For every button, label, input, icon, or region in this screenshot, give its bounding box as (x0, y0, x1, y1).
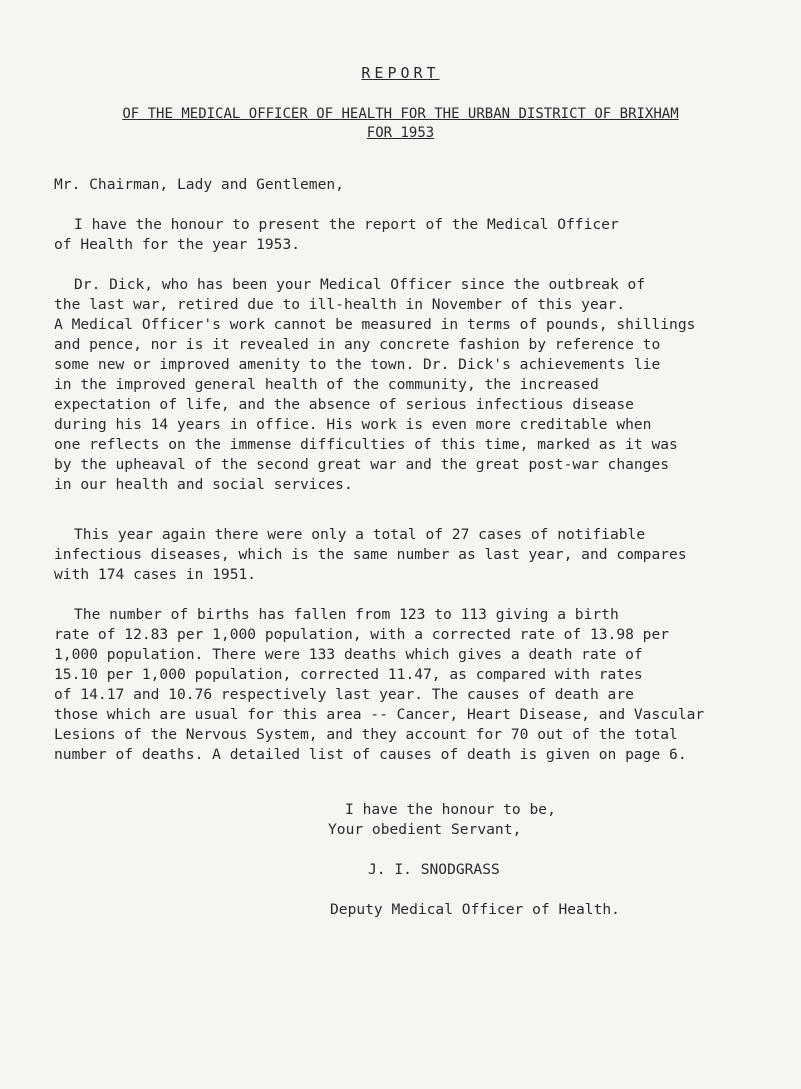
paragraph-line: those which are usual for this area -- Cancer, Heart Disease, and Vascular (54, 706, 705, 723)
signatory-position: Deputy Medical Officer of Health. (330, 901, 620, 918)
paragraph-dr-dick (54, 275, 754, 495)
paragraph-line: in our health and social services. (54, 476, 353, 493)
paragraph-infectious-diseases (54, 525, 754, 585)
paragraph-line: expectation of life, and the absence of serious infectious disease (54, 396, 634, 413)
paragraph-line: This year again there were only a total of 27 cases of notifiable (74, 526, 646, 543)
paragraph-line: some new or improved amenity to the town. Dr. Dick's achievements lie (54, 356, 661, 373)
paragraph-line: of Health for the year 1953. (54, 236, 301, 253)
subtitle-year: FOR 1953 (366, 125, 435, 141)
paragraph-line: A Medical Officer's work cannot be measured in terms of pounds, shillings (54, 316, 696, 333)
paragraph-line: one reflects on the immense difficulties of this time, marked as it was (54, 436, 678, 453)
paragraph-line: by the upheaval of the second great war and the great post-war changes (54, 456, 670, 473)
paragraph-line: 1,000 population. There were 133 deaths which gives a death rate of (54, 646, 643, 663)
paragraph-line: The number of births has fallen from 123 to 113 giving a birth (74, 606, 619, 623)
closing-honour: I have the honour to be, (345, 801, 556, 818)
paragraph-line: rate of 12.83 per 1,000 population, with a corrected rate of 13.98 per (54, 626, 670, 643)
report-title: REPORT (361, 64, 440, 82)
paragraph-line: Dr. Dick, who has been your Medical Officer since the outbreak of (74, 276, 646, 293)
paragraph-births-deaths (54, 605, 754, 765)
paragraph-line: infectious diseases, which is the same number as last year, and compares (54, 546, 687, 563)
paragraph-line: Lesions of the Nervous System, and they account for 70 out of the total (54, 726, 678, 743)
paragraph-line: in the improved general health of the community, the increased (54, 376, 599, 393)
paragraph-line: and pence, nor is it revealed in any concrete fashion by reference to (54, 336, 661, 353)
paragraph-line: the last war, retired due to ill-health in November of this year. (54, 296, 626, 313)
paragraph-line: of 14.17 and 10.76 respectively last year. The causes of death are (54, 686, 634, 703)
paragraph-line: with 174 cases in 1951. (54, 566, 257, 583)
salutation: Mr. Chairman, Lady and Gentlemen, (54, 176, 344, 193)
signatory-name: J. I. SNODGRASS (368, 861, 500, 878)
paragraph-line: 15.10 per 1,000 population, corrected 11.47, as compared with rates (54, 666, 643, 683)
paragraph-introduction (54, 215, 754, 255)
paragraph-line: I have the honour to present the report of the Medical Officer (74, 216, 619, 233)
subtitle-line: OF THE MEDICAL OFFICER OF HEALTH FOR THE URBAN DISTRICT OF BRIXHAM (122, 106, 679, 122)
report-subtitle (0, 105, 801, 143)
paragraph-line: during his 14 years in office. His work is even more creditable when (54, 416, 652, 433)
closing-servant: Your obedient Servant, (328, 821, 522, 838)
paragraph-line: number of deaths. A detailed list of causes of death is given on page 6. (54, 746, 687, 763)
